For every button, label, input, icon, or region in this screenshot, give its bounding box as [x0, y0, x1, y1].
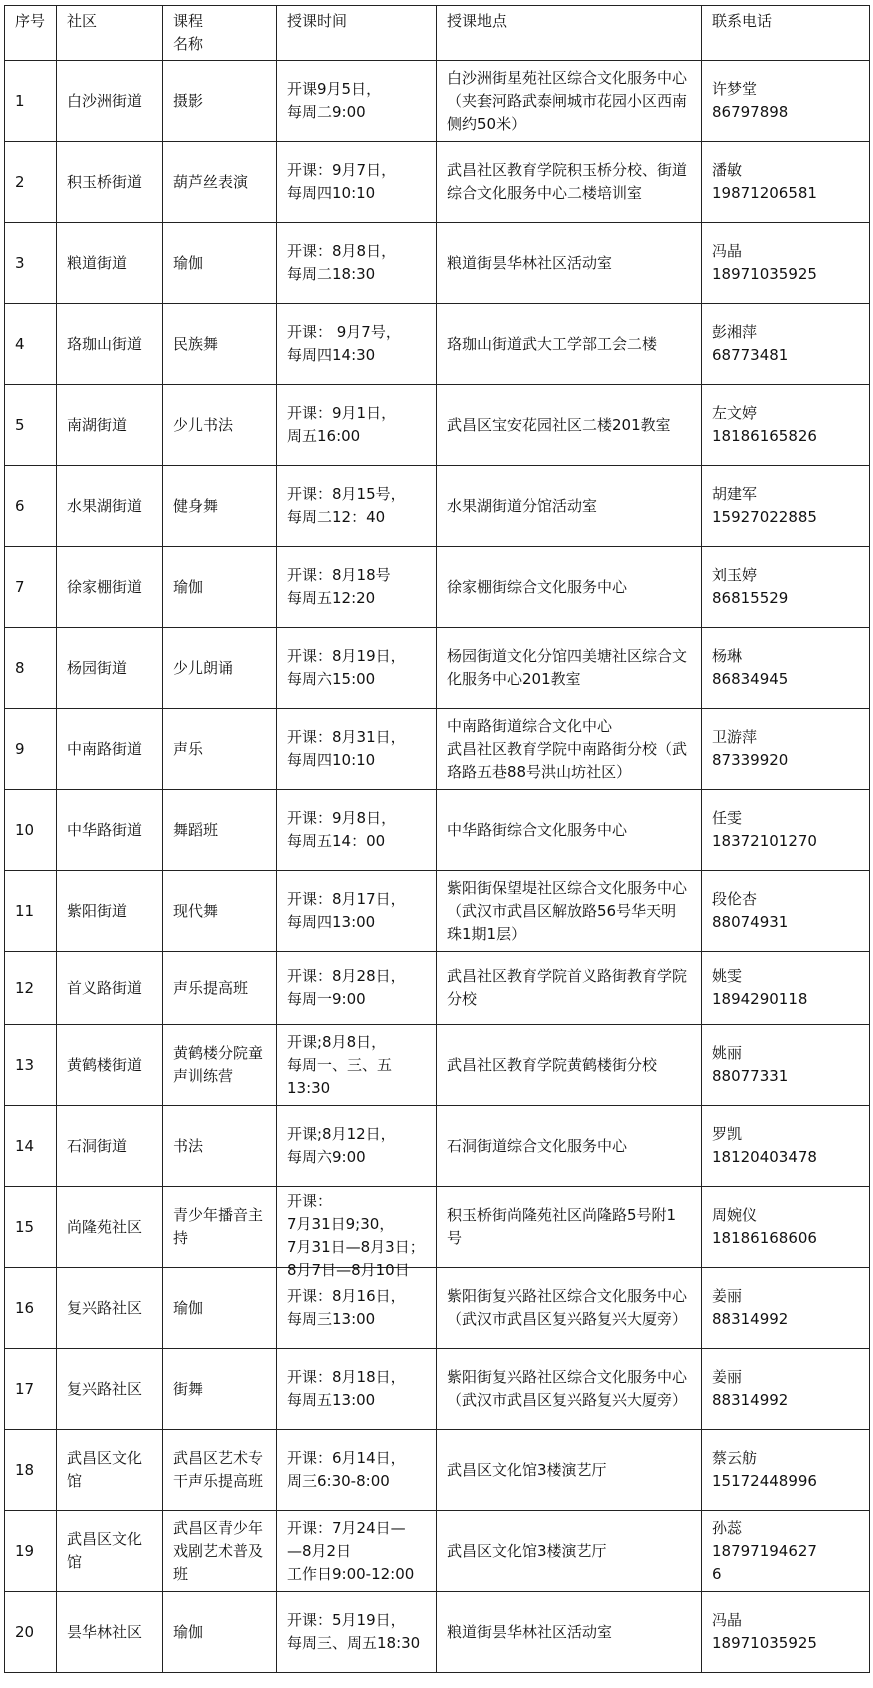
community-cell: 珞珈山街道	[57, 304, 163, 385]
table-row	[5, 790, 870, 871]
contact-cell: 周婉仪 18186168606	[702, 1187, 870, 1268]
table-row	[5, 1592, 870, 1673]
contact-cell: 蔡云舫 15172448996	[702, 1430, 870, 1511]
course-name-cell: 武昌区青少年戏剧艺术普及班	[163, 1511, 277, 1592]
table-row	[5, 61, 870, 142]
community-cell: 中南路街道	[57, 709, 163, 790]
community-cell: 首义路街道	[57, 952, 163, 1025]
table-row	[5, 547, 870, 628]
venue-cell: 徐家棚街综合文化服务中心	[437, 547, 702, 628]
contact-cell: 胡建军 15927022885	[702, 466, 870, 547]
table-row	[5, 1511, 870, 1592]
community-cell: 复兴路社区	[57, 1349, 163, 1430]
table-row	[5, 628, 870, 709]
course-name-cell: 黄鹤楼分院童声训练营	[163, 1025, 277, 1106]
schedule-time-cell: 开课： 9月7号， 每周四14:30	[277, 304, 437, 385]
course-name-cell: 少儿书法	[163, 385, 277, 466]
community-cell: 武昌区文化馆	[57, 1430, 163, 1511]
venue-cell: 积玉桥街尚隆苑社区尚隆路5号附1号	[437, 1187, 702, 1268]
venue-cell: 水果湖街道分馆活动室	[437, 466, 702, 547]
table-row	[5, 1187, 870, 1268]
course-name-cell: 民族舞	[163, 304, 277, 385]
table-row	[5, 871, 870, 952]
row-number-cell: 9	[5, 709, 57, 790]
table-row	[5, 1430, 870, 1511]
venue-cell: 珞珈山街道武大工学部工会二楼	[437, 304, 702, 385]
contact-cell: 孙蕊 18797194627 6	[702, 1511, 870, 1592]
row-number-cell: 13	[5, 1025, 57, 1106]
venue-cell: 粮道街昙华林社区活动室	[437, 1592, 702, 1673]
table-row	[5, 709, 870, 790]
contact-cell: 姜丽 88314992	[702, 1349, 870, 1430]
row-number-cell: 14	[5, 1106, 57, 1187]
venue-cell: 武昌社区教育学院首义路街教育学院分校	[437, 952, 702, 1025]
venue-cell: 中华路街综合文化服务中心	[437, 790, 702, 871]
contact-cell: 冯晶 18971035925	[702, 223, 870, 304]
contact-cell: 刘玉婷 86815529	[702, 547, 870, 628]
course-name-cell: 街舞	[163, 1349, 277, 1430]
contact-cell: 姚雯 1894290118	[702, 952, 870, 1025]
course-name-cell: 瑜伽	[163, 1268, 277, 1349]
row-number-cell: 2	[5, 142, 57, 223]
schedule-time-cell: 开课：8月31日， 每周四10:10	[277, 709, 437, 790]
row-number-cell: 12	[5, 952, 57, 1025]
course-name-cell: 舞蹈班	[163, 790, 277, 871]
table-row	[5, 304, 870, 385]
venue-cell: 紫阳街复兴路社区综合文化服务中心（武汉市武昌区复兴路复兴大厦旁）	[437, 1349, 702, 1430]
venue-cell: 武昌区宝安花园社区二楼201教室	[437, 385, 702, 466]
schedule-time-cell: 开课：9月1日， 周五16:00	[277, 385, 437, 466]
contact-cell: 许梦堂 86797898	[702, 61, 870, 142]
course-schedule-table	[4, 5, 870, 1673]
venue-cell: 武昌社区教育学院黄鹤楼街分校	[437, 1025, 702, 1106]
venue-cell: 石洞街道综合文化服务中心	[437, 1106, 702, 1187]
course-name-cell: 武昌区艺术专干声乐提高班	[163, 1430, 277, 1511]
table-row	[5, 1349, 870, 1430]
table-row	[5, 142, 870, 223]
venue-cell: 武昌区文化馆3楼演艺厅	[437, 1430, 702, 1511]
row-number-cell: 7	[5, 547, 57, 628]
community-cell: 粮道街道	[57, 223, 163, 304]
row-number-cell: 6	[5, 466, 57, 547]
contact-cell: 左文婷 18186165826	[702, 385, 870, 466]
course-name-cell: 声乐	[163, 709, 277, 790]
row-number-cell: 5	[5, 385, 57, 466]
header-place: 授课地点	[437, 6, 702, 61]
community-cell: 武昌区文化馆	[57, 1511, 163, 1592]
contact-cell: 冯晶 18971035925	[702, 1592, 870, 1673]
table-row	[5, 223, 870, 304]
row-number-cell: 15	[5, 1187, 57, 1268]
course-name-cell: 健身舞	[163, 466, 277, 547]
community-cell: 积玉桥街道	[57, 142, 163, 223]
header-no: 序号	[5, 6, 57, 61]
contact-cell: 任雯 18372101270	[702, 790, 870, 871]
contact-cell: 姜丽 88314992	[702, 1268, 870, 1349]
schedule-time-cell: 开课：8月19日， 每周六15:00	[277, 628, 437, 709]
schedule-time-cell: 开课：8月28日， 每周一9:00	[277, 952, 437, 1025]
header-row	[5, 6, 870, 61]
course-name-cell: 少儿朗诵	[163, 628, 277, 709]
community-cell: 黄鹤楼街道	[57, 1025, 163, 1106]
venue-cell: 紫阳街保望堤社区综合文化服务中心（武汉市武昌区解放路56号华天明珠1期1层）	[437, 871, 702, 952]
schedule-time-cell	[277, 1187, 437, 1279]
venue-cell: 粮道街昙华林社区活动室	[437, 223, 702, 304]
community-cell: 白沙洲街道	[57, 61, 163, 142]
schedule-time-cell: 开课;8月12日， 每周六9:00	[277, 1106, 437, 1187]
venue-cell: 白沙洲街星苑社区综合文化服务中心（夹套河路武泰闸城市花园小区西南侧约50米）	[437, 61, 702, 142]
contact-cell: 杨琳 86834945	[702, 628, 870, 709]
header-course: 课程 名称	[163, 6, 277, 61]
schedule-time-cell: 开课：8月15号， 每周二12：40	[277, 466, 437, 547]
venue-cell: 紫阳街复兴路社区综合文化服务中心（武汉市武昌区复兴路复兴大厦旁）	[437, 1268, 702, 1349]
header-time: 授课时间	[277, 6, 437, 61]
community-cell: 紫阳街道	[57, 871, 163, 952]
schedule-time-cell: 开课：8月16日， 每周三13:00	[277, 1268, 437, 1349]
community-cell: 水果湖街道	[57, 466, 163, 547]
row-number-cell: 10	[5, 790, 57, 871]
table-row	[5, 1025, 870, 1106]
course-name-cell: 声乐提高班	[163, 952, 277, 1025]
community-cell: 石洞街道	[57, 1106, 163, 1187]
course-name-cell: 现代舞	[163, 871, 277, 952]
contact-cell: 卫游萍 87339920	[702, 709, 870, 790]
course-name-cell: 葫芦丝表演	[163, 142, 277, 223]
schedule-time-cell: 开课：7月24日— —8月2日 工作日9:00-12:00	[277, 1511, 437, 1592]
community-cell: 徐家棚街道	[57, 547, 163, 628]
venue-cell: 杨园街道文化分馆四美塘社区综合文化服务中心201教室	[437, 628, 702, 709]
row-number-cell: 11	[5, 871, 57, 952]
table-row	[5, 385, 870, 466]
schedule-time-cell: 开课;8月8日， 每周一、三、五 13:30	[277, 1025, 437, 1106]
schedule-time-cell: 开课：8月18日， 每周五13:00	[277, 1349, 437, 1430]
course-name-cell: 书法	[163, 1106, 277, 1187]
schedule-time-cell: 开课：9月8日， 每周五14：00	[277, 790, 437, 871]
schedule-time-text: 开课： 7月31日9;30， 7月31日—8月3日； 8月7日—8月10日	[287, 1192, 425, 1279]
community-cell: 南湖街道	[57, 385, 163, 466]
row-number-cell: 19	[5, 1511, 57, 1592]
schedule-time-cell: 开课：6月14日， 周三6:30-8:00	[277, 1430, 437, 1511]
row-number-cell: 16	[5, 1268, 57, 1349]
row-number-cell: 17	[5, 1349, 57, 1430]
schedule-time-cell: 开课：8月17日， 每周四13:00	[277, 871, 437, 952]
venue-cell: 中南路街道综合文化中心 武昌社区教育学院中南路街分校（武珞路五巷88号洪山坊社区）	[437, 709, 702, 790]
course-name-cell: 瑜伽	[163, 223, 277, 304]
contact-cell: 彭湘萍 68773481	[702, 304, 870, 385]
community-cell: 昙华林社区	[57, 1592, 163, 1673]
community-cell: 中华路街道	[57, 790, 163, 871]
row-number-cell: 4	[5, 304, 57, 385]
contact-cell: 罗凯 18120403478	[702, 1106, 870, 1187]
course-name-cell: 摄影	[163, 61, 277, 142]
contact-cell: 姚丽 88077331	[702, 1025, 870, 1106]
schedule-time-cell: 开课：9月7日， 每周四10:10	[277, 142, 437, 223]
course-name-cell: 瑜伽	[163, 547, 277, 628]
venue-cell: 武昌区文化馆3楼演艺厅	[437, 1511, 702, 1592]
row-number-cell: 3	[5, 223, 57, 304]
schedule-time-cell: 开课：5月19日， 每周三、周五18:30	[277, 1592, 437, 1673]
row-number-cell: 1	[5, 61, 57, 142]
schedule-time-cell: 开课：8月18号 每周五12:20	[277, 547, 437, 628]
row-number-cell: 20	[5, 1592, 57, 1673]
table-row	[5, 952, 870, 1025]
table-row	[5, 1106, 870, 1187]
row-number-cell: 8	[5, 628, 57, 709]
table-body	[5, 61, 870, 1673]
venue-cell: 武昌社区教育学院积玉桥分校、街道综合文化服务中心二楼培训室	[437, 142, 702, 223]
community-cell: 复兴路社区	[57, 1268, 163, 1349]
table-row	[5, 1268, 870, 1349]
row-number-cell: 18	[5, 1430, 57, 1511]
contact-cell: 段伦杏 88074931	[702, 871, 870, 952]
contact-cell: 潘敏 19871206581	[702, 142, 870, 223]
schedule-time-cell: 开课9月5日， 每周二9:00	[277, 61, 437, 142]
course-name-cell: 瑜伽	[163, 1592, 277, 1673]
schedule-time-cell: 开课：8月8日， 每周二18:30	[277, 223, 437, 304]
header-community: 社区	[57, 6, 163, 61]
community-cell: 尚隆苑社区	[57, 1187, 163, 1268]
course-name-cell: 青少年播音主持	[163, 1187, 277, 1268]
header-contact: 联系电话	[702, 6, 870, 61]
table-row	[5, 466, 870, 547]
community-cell: 杨园街道	[57, 628, 163, 709]
